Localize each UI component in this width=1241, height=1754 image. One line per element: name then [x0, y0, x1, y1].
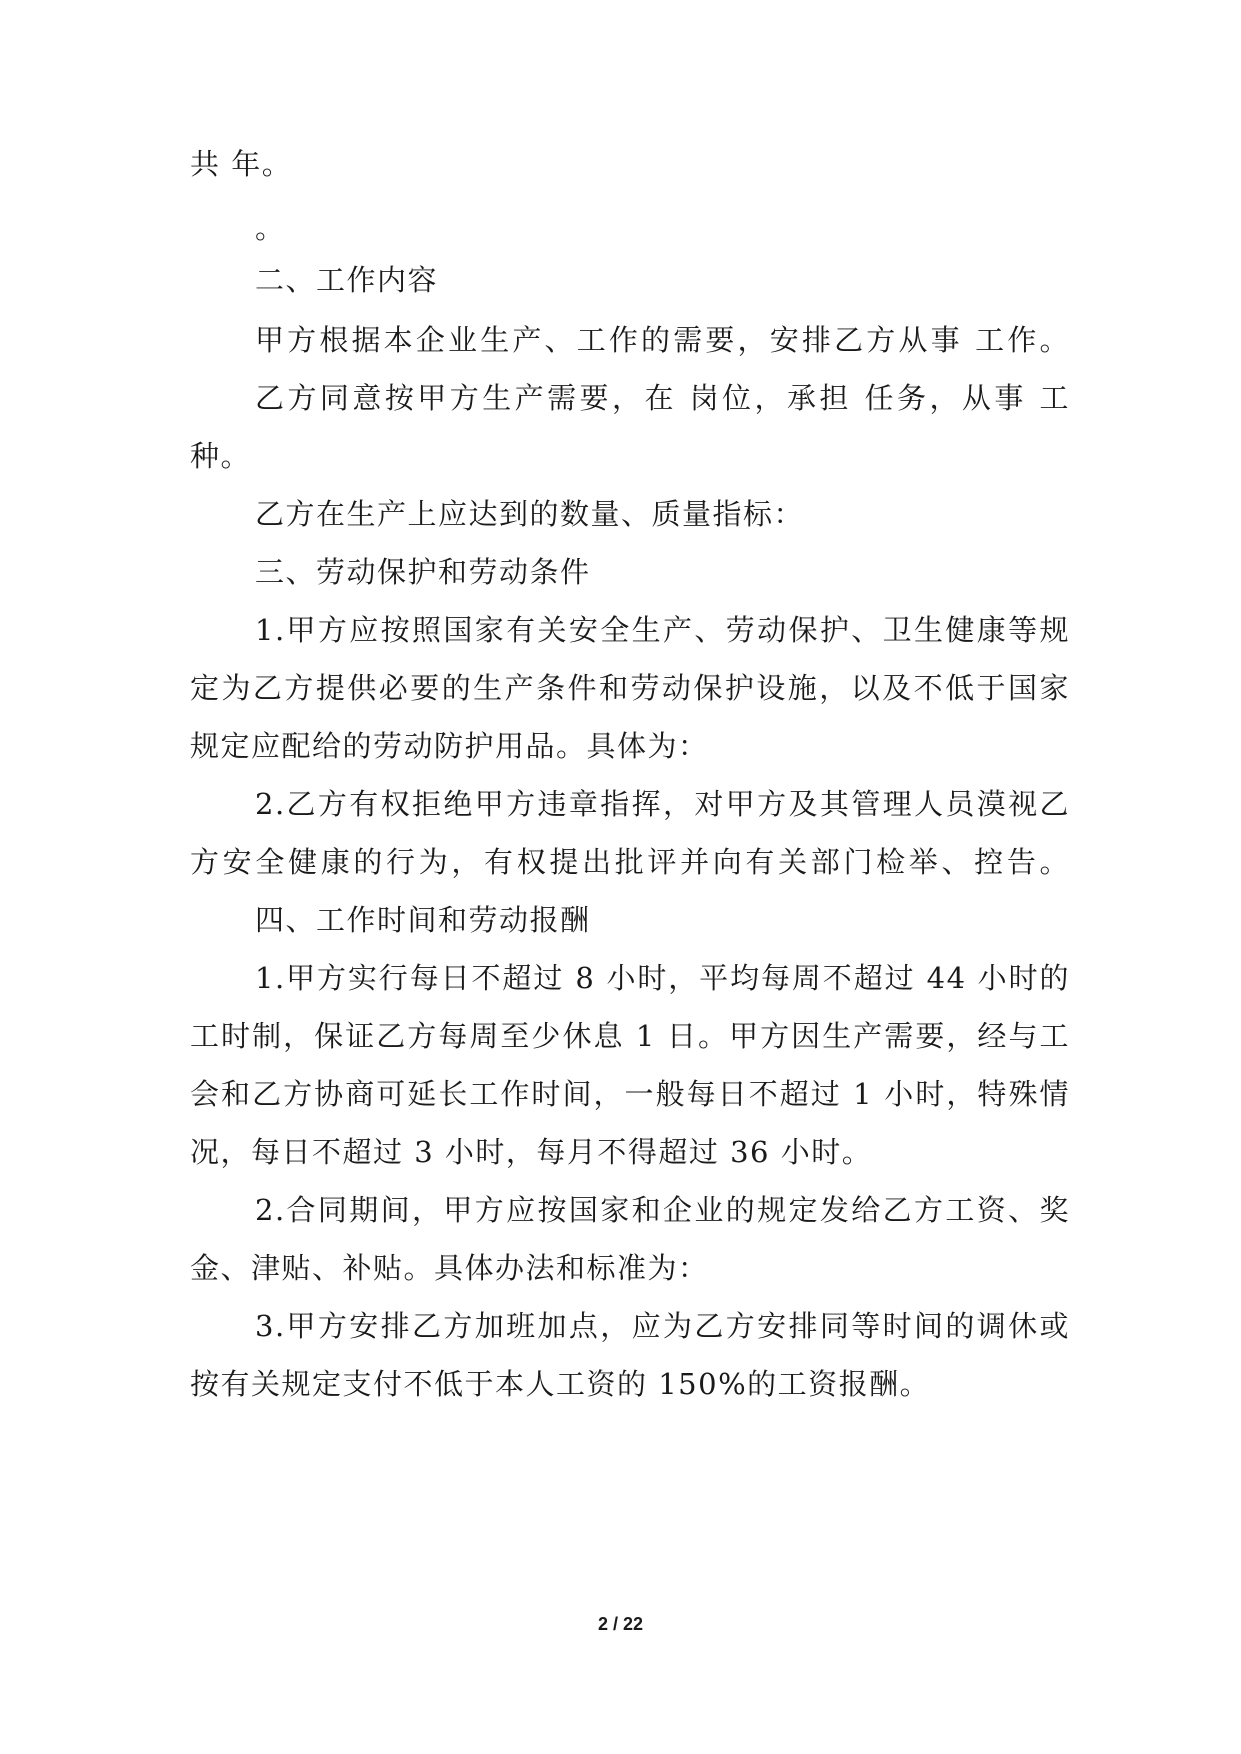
text-line: 种。: [190, 439, 252, 473]
text-line: 工时制，保证乙方每周至少休息 1 日。甲方因生产需要，经与工: [190, 1019, 1070, 1053]
text-line: 方安全健康的行为，有权提出批评并向有关部门检举、控告。: [190, 845, 1070, 879]
page-number: 2 / 22: [597, 1614, 644, 1634]
text-line: 1.甲方应按照国家有关安全生产、劳动保护、卫生健康等规: [255, 613, 1070, 647]
text-line: 规定应配给的劳动防护用品。具体为：: [190, 729, 709, 763]
text-line: 3.甲方安排乙方加班加点，应为乙方安排同等时间的调休或: [255, 1309, 1070, 1343]
text-line: 金、津贴、补贴。具体办法和标准为：: [190, 1251, 709, 1285]
text-line: 乙方在生产上应达到的数量、质量指标：: [255, 497, 805, 531]
text-line: 定为乙方提供必要的生产条件和劳动保护设施，以及不低于国家: [190, 671, 1070, 705]
text-line: 共 年。: [190, 147, 293, 181]
section-heading: 三、劳动保护和劳动条件: [255, 555, 591, 589]
text-line: 按有关规定支付不低于本人工资的 150%的工资报酬。: [190, 1367, 931, 1401]
section-heading: 二、工作内容: [255, 263, 439, 297]
text-line: 况，每日不超过 3 小时，每月不得超过 36 小时。: [190, 1135, 873, 1169]
text-line: 2.合同期间，甲方应按国家和企业的规定发给乙方工资、奖: [255, 1193, 1070, 1227]
text-line: 1.甲方实行每日不超过 8 小时，平均每周不超过 44 小时的: [255, 961, 1070, 995]
section-heading: 四、工作时间和劳动报酬: [255, 903, 591, 937]
text-line: 2.乙方有权拒绝甲方违章指挥，对甲方及其管理人员漠视乙: [255, 787, 1070, 821]
text-line: 甲方根据本企业生产、工作的需要，安排乙方从事 工作。: [255, 323, 1070, 357]
text-line: 。: [255, 211, 286, 245]
text-line: 乙方同意按甲方生产需要，在 岗位，承担 任务，从事 工: [255, 381, 1070, 415]
text-line: 会和乙方协商可延长工作时间，一般每日不超过 1 小时，特殊情: [190, 1077, 1070, 1111]
